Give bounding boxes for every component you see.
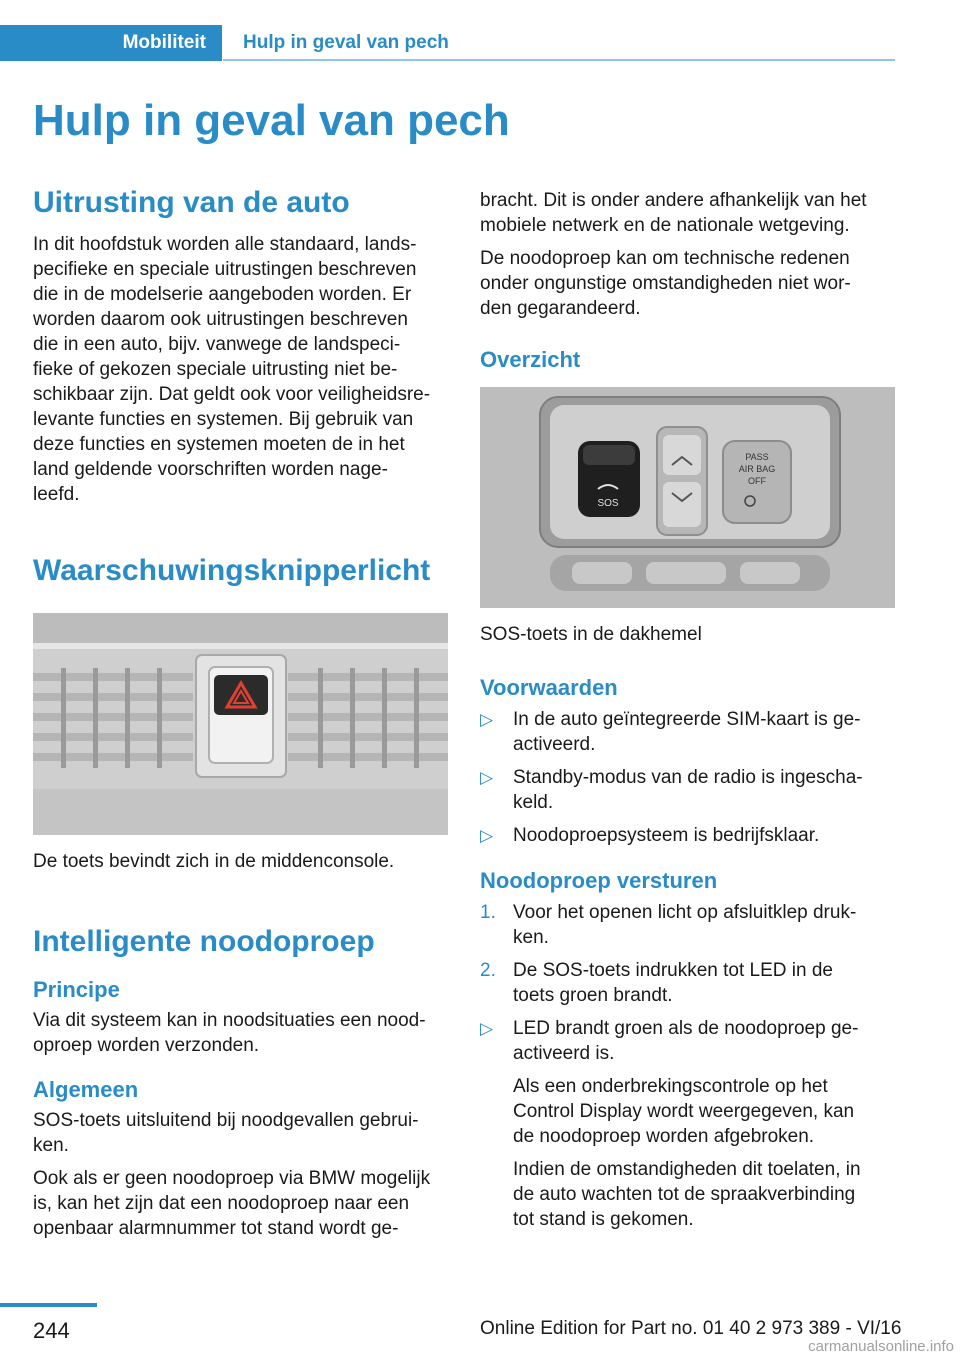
header-section-label: Mobiliteit — [122, 32, 206, 53]
principle-text: Via dit systeem kan in noodsituaties een nood- oproep worden verzonden. — [33, 1010, 426, 1056]
off-label: OFF — [748, 476, 766, 486]
list-item — [480, 707, 895, 757]
requirement-text: In de auto geïntegreerde SIM-kaart is ge- activeerd. — [513, 709, 861, 755]
pass-label: PASS — [745, 452, 769, 462]
step-text: Voor het openen licht op afsluitklep druk- ken. — [513, 902, 857, 948]
sos-button-illustration — [480, 387, 895, 608]
page-title: Hulp in geval van pech — [33, 96, 510, 145]
send-heading: Noodoproep versturen — [480, 868, 718, 893]
right-column — [480, 188, 895, 1232]
bullet-triangle-icon: ▷ — [480, 826, 494, 845]
send-steps-list — [480, 900, 895, 1008]
general-text-1: SOS-toets uitsluitend bij noodgevallen gebrui- ken. — [33, 1110, 419, 1156]
airbag-label: AIR BAG — [738, 464, 776, 474]
hazard-heading: Waarschuwingsknipperlicht — [33, 554, 431, 587]
overview-heading: Overzicht — [480, 347, 581, 372]
list-item — [480, 823, 895, 848]
footer-rule — [0, 1303, 97, 1307]
list-item — [480, 1016, 895, 1232]
header-chapter-tab[interactable] — [223, 25, 895, 61]
led-subtext-1: Als een onderbrekingscontrole op het Control Display wordt weergegeven, kan de noodoproep worden afgebroken. — [513, 1076, 855, 1147]
hazard-switch-illustration — [33, 613, 448, 835]
requirement-text: Standby-modus van de radio is ingescha- keld. — [513, 767, 863, 813]
guarantee-text: De noodoproep kan om technische redenen onder ongunstige omstandigheden niet wor- den gegarandeerd. — [480, 248, 851, 319]
header-section-tab[interactable] — [0, 25, 222, 61]
requirement-text: Noodoproepsysteem is bedrijfsklaar. — [513, 825, 820, 846]
general-text-2: Ook als er geen noodoproep via BMW mogelijk is, kan het zijn dat een noodoproep naar een openbaar alarmnummer tot stand wordt ge- — [33, 1168, 431, 1239]
equipment-text: In dit hoofdstuk worden alle standaard, lands- pecifieke en speciale uitrustingen beschreven die in de modelserie aangeboden worden. Er worden daarom ook uitrustingen beschreven die in een auto, bijv. vanwege de landspeci- fieke of gekozen speciale uitrusting niet be- schikbaar zijn. Dat geldt ook voor veiligheidsre- levante functies en systemen. Bij gebruik van deze functies en systemen moeten de in het land geldende voorschriften worden nage- leefd. — [33, 234, 431, 505]
bullet-triangle-icon: ▷ — [480, 768, 494, 787]
hazard-caption: De toets bevindt zich in de middenconsole. — [33, 851, 395, 872]
overview-caption: SOS-toets in de dakhemel — [480, 624, 702, 645]
requirements-list — [480, 707, 895, 848]
step-number: 2. — [480, 960, 496, 981]
general-heading: Algemeen — [33, 1077, 139, 1102]
step-text: De SOS-toets indrukken tot LED in de toets groen brandt. — [513, 960, 833, 1006]
ecall-heading: Intelligente noodoproep — [33, 925, 375, 958]
bullet-triangle-icon: ▷ — [480, 710, 494, 729]
led-subtext-2: Indien de omstandigheden dit toelaten, in de auto wachten tot de spraakverbinding tot stand is gekomen. — [513, 1159, 861, 1230]
step-number: 1. — [480, 902, 496, 923]
list-item — [480, 765, 895, 815]
page-number: 244 — [33, 1318, 70, 1343]
sos-button-image — [480, 387, 895, 608]
requirements-heading: Voorwaarden — [480, 675, 618, 700]
bullet-triangle-icon: ▷ — [480, 1019, 494, 1038]
led-text: LED brandt groen als de noodoproep ge- activeerd is. — [513, 1018, 859, 1064]
led-list — [480, 1016, 895, 1232]
left-column — [33, 182, 448, 1241]
watermark-text: carmanualsonline.info — [808, 1338, 954, 1355]
continued-text: bracht. Dit is onder andere afhankelijk van het mobiele netwerk en de nationale wetgeving. — [480, 190, 867, 236]
equipment-heading: Uitrusting van de auto — [33, 186, 350, 219]
edition-note: Online Edition for Part no. 01 40 2 973 389 - VI/16 — [480, 1318, 902, 1339]
header-chapter-label: Hulp in geval van pech — [243, 32, 449, 53]
list-item — [480, 900, 895, 950]
principle-heading: Principe — [33, 977, 120, 1002]
hazard-switch-image — [33, 613, 448, 835]
sos-button-label: SOS — [597, 498, 619, 509]
list-item — [480, 958, 895, 1008]
